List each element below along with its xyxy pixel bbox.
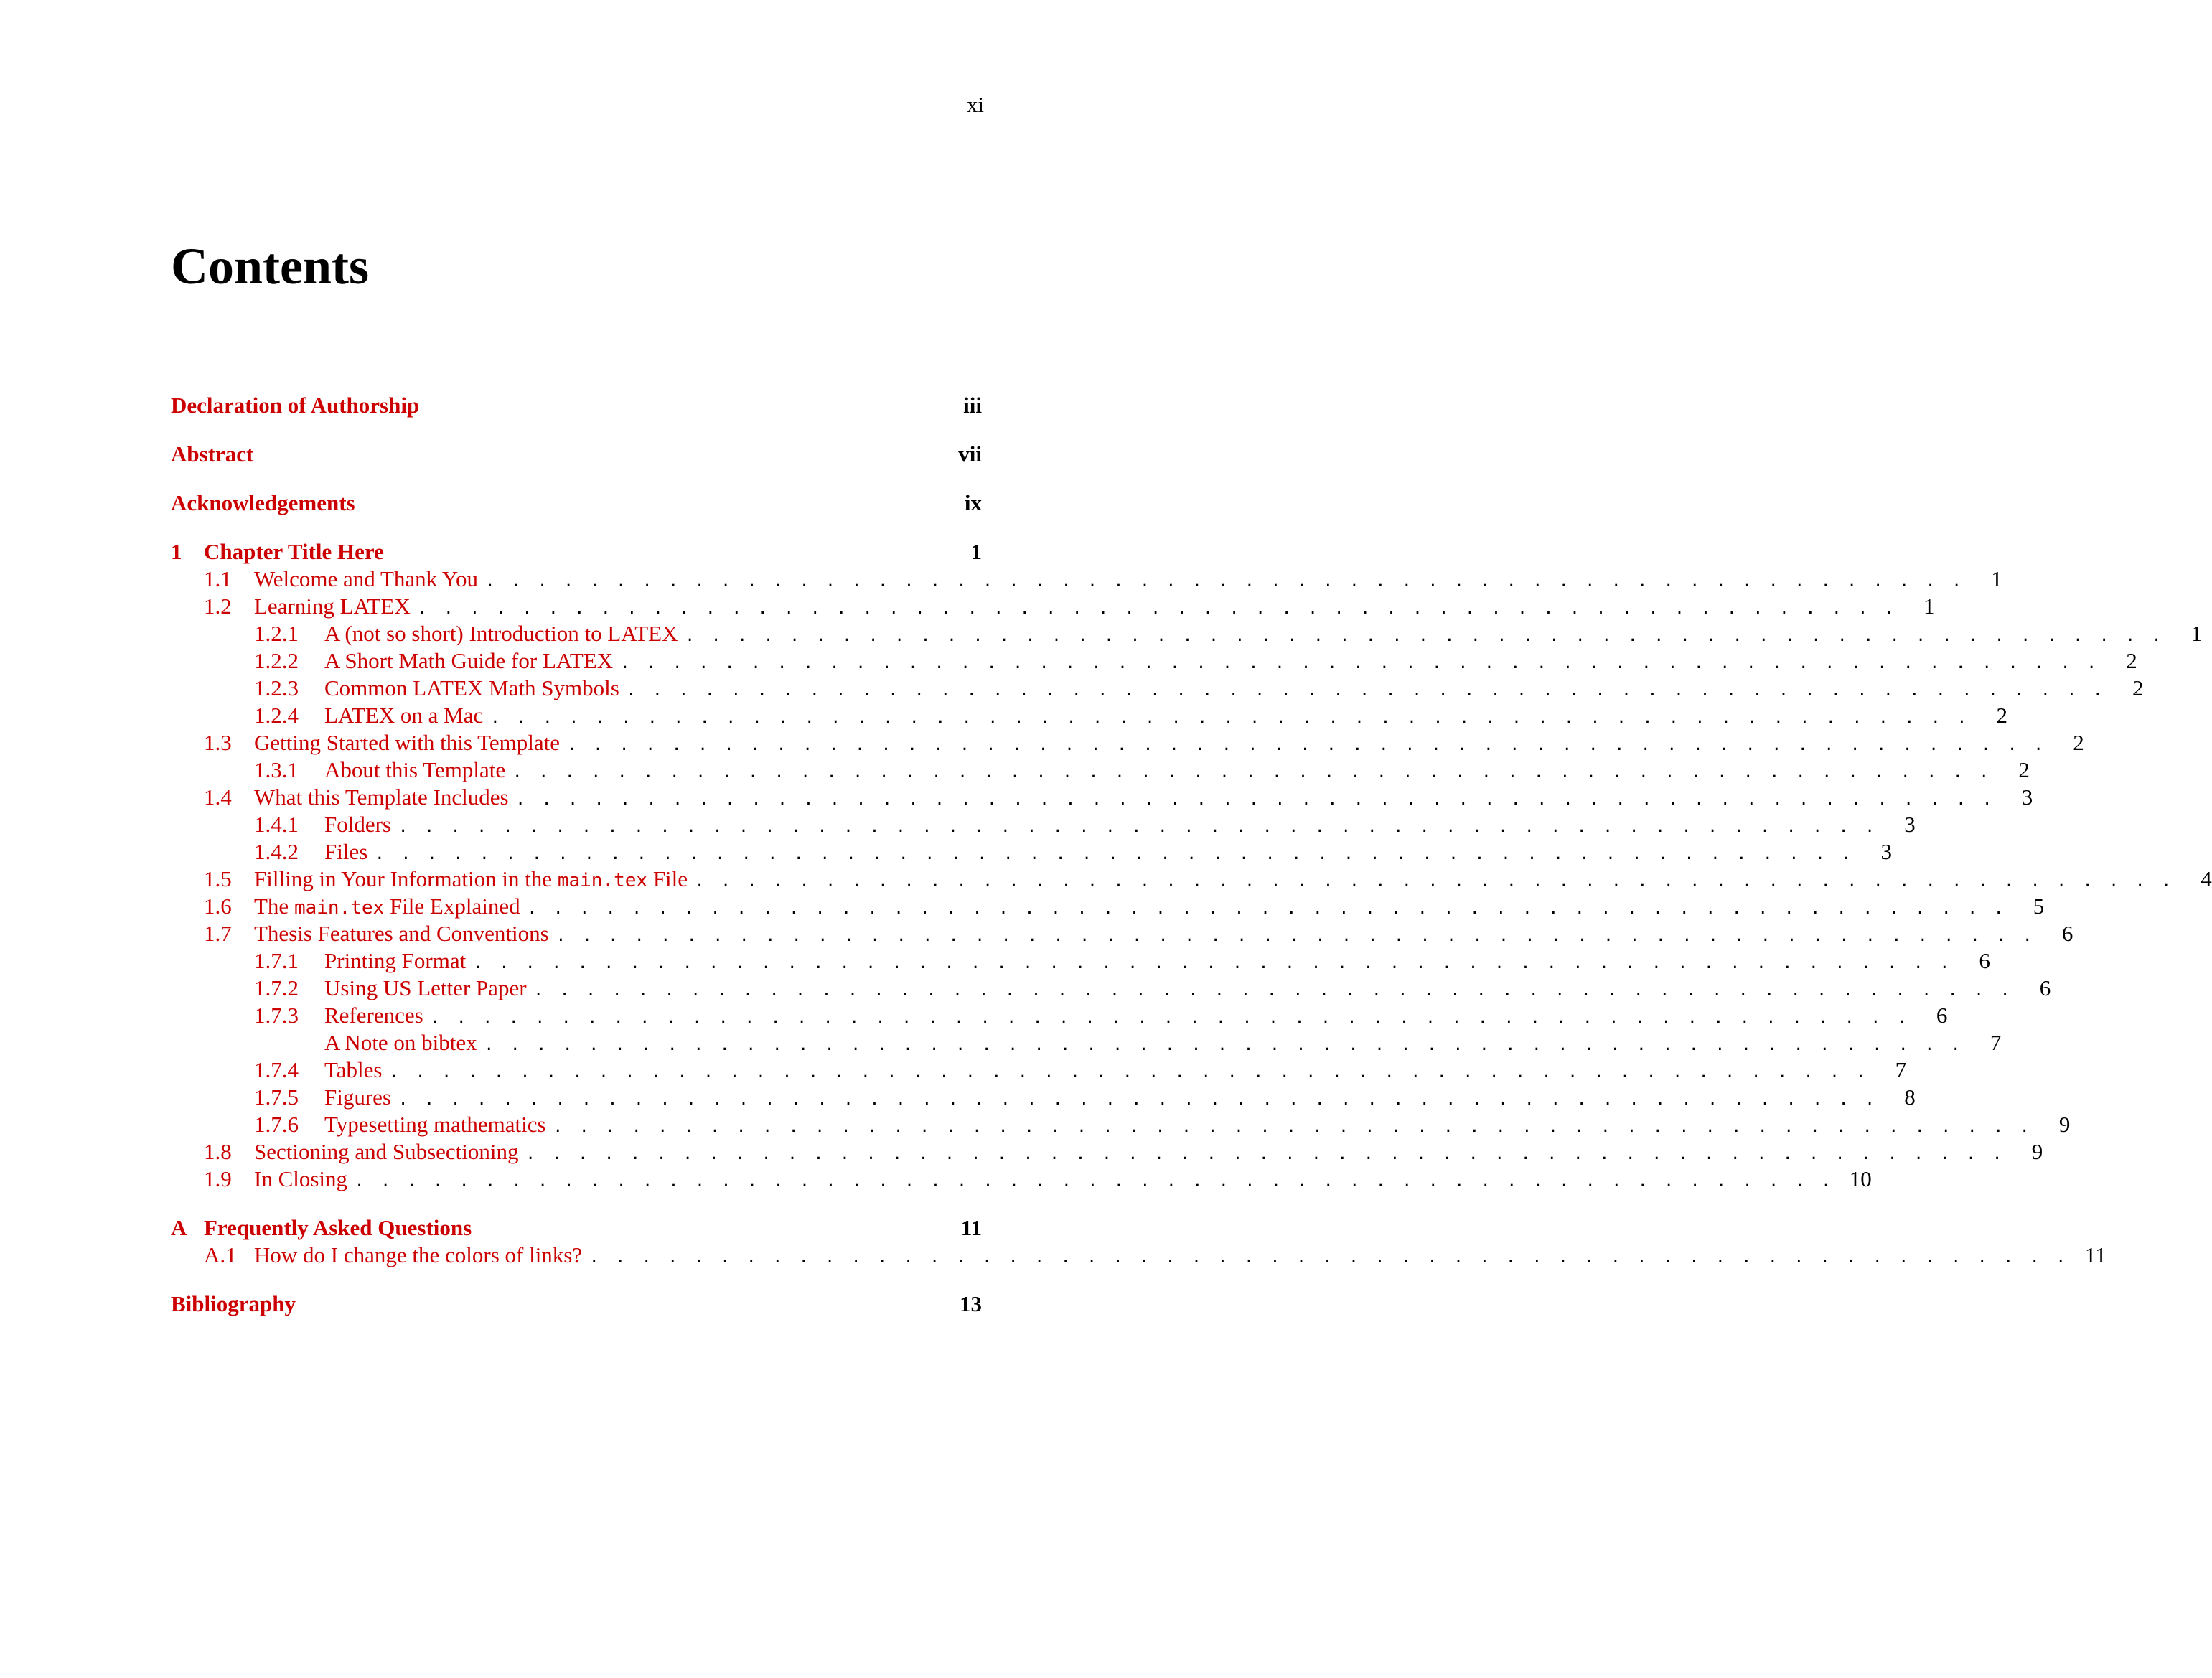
dot-leader: . . . . . . . . . . . . . . . . . . . . . . . . . . . . . . . . . . . . . . . . . . . . . . . . . . . . . . . . . [512,764,1992,782]
toc-entry-title[interactable]: Welcome and Thank You [254,566,479,591]
toc-entry-number: 1.9 [204,1166,232,1191]
toc-entry-number: 1.7.1 [254,948,299,973]
toc-entry-title[interactable]: Files [324,839,368,864]
dot-leader: . . . . . . . . . . . . . . . . . . . . . . . . . . . . . . . . . . . . . . . . . . . . . . . . . . . . . . . . . [620,655,2100,672]
table-of-contents [171,392,2212,1318]
toc-entry-number: 1.7.5 [254,1084,299,1110]
toc-entry-title[interactable]: A Short Math Guide for LATEX [324,648,614,673]
toc-entry-page: 1 [1923,594,1935,619]
toc-entry-page: 1 [970,539,982,564]
toc-entry-page: 3 [2021,784,2033,810]
dot-leader: . . . . . . . . . . . . . . . . . . . . . . . . . . . . . . . . . . . . . . . . . . . . . . . . . . . . . . . . . [695,873,2175,891]
toc-entry-title[interactable]: Folders [324,812,391,837]
toc-entry-bibliography[interactable] [171,1290,982,1318]
toc-entry-title[interactable]: Getting Started with this Template [254,730,561,755]
toc-entry-page: 1 [1991,566,2002,591]
toc-entry-subsection-1-7-1[interactable] [171,947,1990,975]
toc-title-part: The [254,894,294,919]
dot-leader: . . . . . . . . . . . . . . . . . . . . . . . . . . . . . . . . . . . . . . . . . . . . . . . . . . . . . . . . . [553,1118,2033,1136]
toc-entry-page: 2 [2073,730,2084,755]
toc-entry-number: 1.7.2 [254,975,299,1000]
toc-entry-paragraph-note-bibtex[interactable] [171,1029,2002,1056]
toc-entry-page: ix [964,490,982,515]
dot-leader: . . . . . . . . . . . . . . . . . . . . . . . . . . . . . . . . . . . . . . . . . . . . . . . . . . . . . . . . . [355,1173,1834,1191]
toc-entry-page: 2 [2018,757,2030,782]
toc-entry-subsection-1-2-1[interactable] [171,620,2203,647]
toc-entry-appendix-a[interactable] [171,1214,982,1242]
toc-entry-subsection-1-2-3[interactable] [171,675,2144,702]
dot-leader: . . . . . . . . . . . . . . . . . . . . . . . . . . . . . . . . . . . . . . . . . . . . . . . . . . . . . . . . . [398,1091,1878,1109]
toc-entry-number: 1.3.1 [254,757,299,782]
toc-entry-section-1-1[interactable] [171,566,2002,593]
dot-leader: . . . . . . . . . . . . . . . . . . . . . . . . . . . . . . . . . . . . . . . . . . . . . . . . . . . . . . . . . [589,1249,2069,1267]
dot-leader: . . . . . . . . . . . . . . . . . . . . . . . . . . . . . . . . . . . . . . . . . . . . . . . . . . . . . . . . . [398,818,1878,836]
toc-entry-section-1-8[interactable] [171,1138,2043,1166]
toc-title-part: File [647,866,688,891]
toc-entry-subsection-1-2-4[interactable] [171,702,2007,729]
toc-entry-title[interactable]: Thesis Features and Conventions [254,921,549,946]
dot-leader: . . . . . . . . . . . . . . . . . . . . . . . . . . . . . . . . . . . . . . . . . . . . . . . . . . . . . . . . . [515,791,1996,809]
toc-entry-subsection-1-4-1[interactable] [171,811,1916,838]
toc-entry-number: 1.7.3 [254,1003,299,1028]
toc-entry-page: 9 [2031,1139,2043,1164]
toc-entry-page: 11 [960,1215,982,1240]
toc-entry-number: 1.4.1 [254,812,299,837]
toc-entry-title[interactable]: About this Template [324,757,506,782]
toc-entry-title[interactable]: Sectioning and Subsectioning [254,1139,519,1164]
dot-leader: . . . . . . . . . . . . . . . . . . . . . . . . . . . . . . . . . . . . . . . . . . . . . . . . . . . . . . . . . [485,573,1965,591]
toc-entry-page: 2 [2132,675,2144,700]
toc-entry-section-1-7[interactable] [171,920,2073,947]
toc-entry-number: 1 [171,539,182,564]
dot-leader: . . . . . . . . . . . . . . . . . . . . . . . . . . . . . . . . . . . . . . . . . . . . . . . . . . . . . . . . . [533,982,2014,1000]
toc-entry-title[interactable] [254,866,688,894]
toc-entry-page: 2 [2126,648,2137,673]
toc-entry-title[interactable]: A Note on bibtex [324,1030,477,1055]
toc-entry-title[interactable]: Abstract [171,441,254,467]
toc-entry-subsection-1-7-5[interactable] [171,1084,1916,1111]
toc-entry-subsection-1-7-3[interactable] [171,1002,1948,1029]
page-title: Contents [171,238,370,295]
toc-entry-number: 1.2.4 [254,703,299,728]
toc-title-code: main.tex [294,897,385,919]
toc-entry-subsection-1-7-4[interactable] [171,1056,1907,1084]
toc-entry-title[interactable]: Tables [324,1057,383,1082]
toc-entry-number: A [171,1215,187,1240]
toc-entry-number: 1.8 [204,1139,232,1164]
toc-entry-number: 1.2.1 [254,621,299,646]
toc-entry-page: 6 [2039,975,2051,1000]
toc-entry-page: vii [958,441,982,467]
toc-entry-page: 9 [2058,1112,2071,1137]
toc-entry-title[interactable]: A (not so short) Introduction to LATEX [324,621,678,646]
toc-entry-number: 1.4.2 [254,839,299,864]
toc-entry-number: 1.2 [204,594,232,619]
toc-entry-page: 7 [1895,1057,1907,1082]
toc-entry-declaration[interactable] [171,392,982,419]
toc-title-code: main.tex [557,870,648,891]
toc-entry-section-1-4[interactable] [171,784,2033,811]
toc-entry-section-1-9[interactable] [171,1166,1872,1193]
toc-entry-title[interactable]: Bibliography [171,1291,296,1316]
dot-leader: . . . . . . . . . . . . . . . . . . . . . . . . . . . . . . . . . . . . . . . . . . . . . . . . . . . . . . . . . [430,1009,1911,1027]
toc-entry-page: 3 [1904,812,1916,837]
toc-entry-page: 4 [2201,866,2212,891]
toc-entry-number: 1.7.6 [254,1112,299,1137]
toc-entry-section-1-2[interactable] [171,593,1935,620]
toc-entry-number: 1.7.4 [254,1057,299,1082]
toc-entry-chapter-1[interactable] [171,538,982,566]
dot-leader: . . . . . . . . . . . . . . . . . . . . . . . . . . . . . . . . . . . . . . . . . . . . . . . . . . . . . . . . . [417,600,1898,618]
dot-leader: . . . . . . . . . . . . . . . . . . . . . . . . . . . . . . . . . . . . . . . . . . . . . . . . . . . . . . . . . [685,627,2165,645]
toc-entry-page: 3 [1880,839,1892,864]
toc-entry-title[interactable]: Frequently Asked Questions [204,1215,472,1240]
toc-entry-number: A.1 [204,1242,237,1267]
dot-leader: . . . . . . . . . . . . . . . . . . . . . . . . . . . . . . . . . . . . . . . . . . . . . . . . . . . . . . . . . [626,682,2106,700]
toc-entry-title[interactable]: Figures [324,1084,391,1110]
toc-entry-page: 5 [2033,894,2045,919]
toc-entry-page: 13 [960,1291,982,1316]
toc-entry-page: 7 [1990,1030,2002,1055]
dot-leader: . . . . . . . . . . . . . . . . . . . . . . . . . . . . . . . . . . . . . . . . . . . . . . . . . . . . . . . . . [556,927,2036,945]
toc-entry-page: 1 [2190,621,2203,646]
toc-entry-subsection-1-2-2[interactable] [171,647,2137,675]
toc-entry-abstract[interactable] [171,441,982,468]
toc-entry-page: 10 [1849,1166,1872,1191]
toc-entry-page: 6 [1936,1003,1948,1028]
toc-entry-number: 1.7 [204,921,232,946]
toc-entry-title[interactable]: Typesetting mathematics [324,1112,546,1137]
toc-entry-title[interactable] [254,893,520,922]
toc-entry-page: 6 [2061,921,2073,946]
toc-entry-subsection-1-4-2[interactable] [171,838,1892,866]
toc-entry-title[interactable]: In Closing [254,1166,348,1191]
toc-entry-number: 1.2.3 [254,675,299,700]
dot-leader: . . . . . . . . . . . . . . . . . . . . . . . . . . . . . . . . . . . . . . . . . . . . . . . . . . . . . . . . . [389,1064,1870,1082]
toc-entry-section-1-5[interactable] [171,866,2212,893]
toc-entry-title[interactable]: Learning LATEX [254,594,411,619]
toc-entry-number: 1.3 [204,730,232,755]
toc-entry-number: 1.4 [204,784,232,810]
dot-leader: . . . . . . . . . . . . . . . . . . . . . . . . . . . . . . . . . . . . . . . . . . . . . . . . . . . . . . . . . [527,900,2007,918]
toc-entry-subsection-1-7-2[interactable] [171,975,2051,1002]
toc-entry-acknowledgements[interactable] [171,489,982,517]
dot-leader: . . . . . . . . . . . . . . . . . . . . . . . . . . . . . . . . . . . . . . . . . . . . . . . . . . . . . . . . . [567,736,2047,754]
toc-entry-title[interactable]: Declaration of Authorship [171,393,420,418]
toc-entry-title[interactable]: What this Template Includes [254,784,509,810]
toc-entry-number: 1.6 [204,894,232,919]
toc-title-part: File Explained [384,894,520,919]
dot-leader: . . . . . . . . . . . . . . . . . . . . . . . . . . . . . . . . . . . . . . . . . . . . . . . . . . . . . . . . . [375,845,1855,863]
toc-entry-page: 6 [1979,948,1990,973]
page-number: xi [966,92,984,117]
dot-leader: . . . . . . . . . . . . . . . . . . . . . . . . . . . . . . . . . . . . . . . . . . . . . . . . . . . . . . . . . [484,1036,1964,1054]
toc-entry-page: iii [963,393,982,418]
toc-entry-title[interactable]: Printing Format [324,948,467,973]
toc-entry-title[interactable]: Chapter Title Here [204,539,384,564]
toc-entry-section-1-6[interactable] [171,893,2045,920]
toc-entry-page: 8 [1904,1084,1916,1110]
toc-entry-number: 1.2.2 [254,648,299,673]
dot-leader: . . . . . . . . . . . . . . . . . . . . . . . . . . . . . . . . . . . . . . . . . . . . . . . . . . . . . . . . . [525,1145,2006,1163]
toc-entry-title[interactable]: How do I change the colors of links? [254,1242,583,1267]
toc-entry-section-a-1[interactable] [171,1242,2106,1269]
toc-entry-subsection-1-7-6[interactable] [171,1111,2071,1138]
toc-entry-title[interactable]: Acknowledgements [171,490,355,515]
toc-entry-title[interactable]: References [324,1003,423,1028]
toc-entry-number: 1.5 [204,866,232,891]
toc-entry-title[interactable]: Common LATEX Math Symbols [324,675,619,700]
toc-entry-page: 11 [2084,1242,2106,1267]
toc-entry-title[interactable]: Using US Letter Paper [324,975,527,1000]
toc-title-part: Filling in Your Information in the [254,866,558,891]
dot-leader: . . . . . . . . . . . . . . . . . . . . . . . . . . . . . . . . . . . . . . . . . . . . . . . . . . . . . . . . . [473,955,1953,972]
toc-entry-section-1-3[interactable] [171,729,2084,756]
toc-entry-number: 1.1 [204,566,232,591]
toc-entry-page: 2 [1996,703,2007,728]
dot-leader: . . . . . . . . . . . . . . . . . . . . . . . . . . . . . . . . . . . . . . . . . . . . . . . . . . . . . . . . . [490,709,1970,727]
toc-entry-title[interactable]: LATEX on a Mac [324,703,484,728]
toc-entry-subsection-1-3-1[interactable] [171,756,2030,784]
